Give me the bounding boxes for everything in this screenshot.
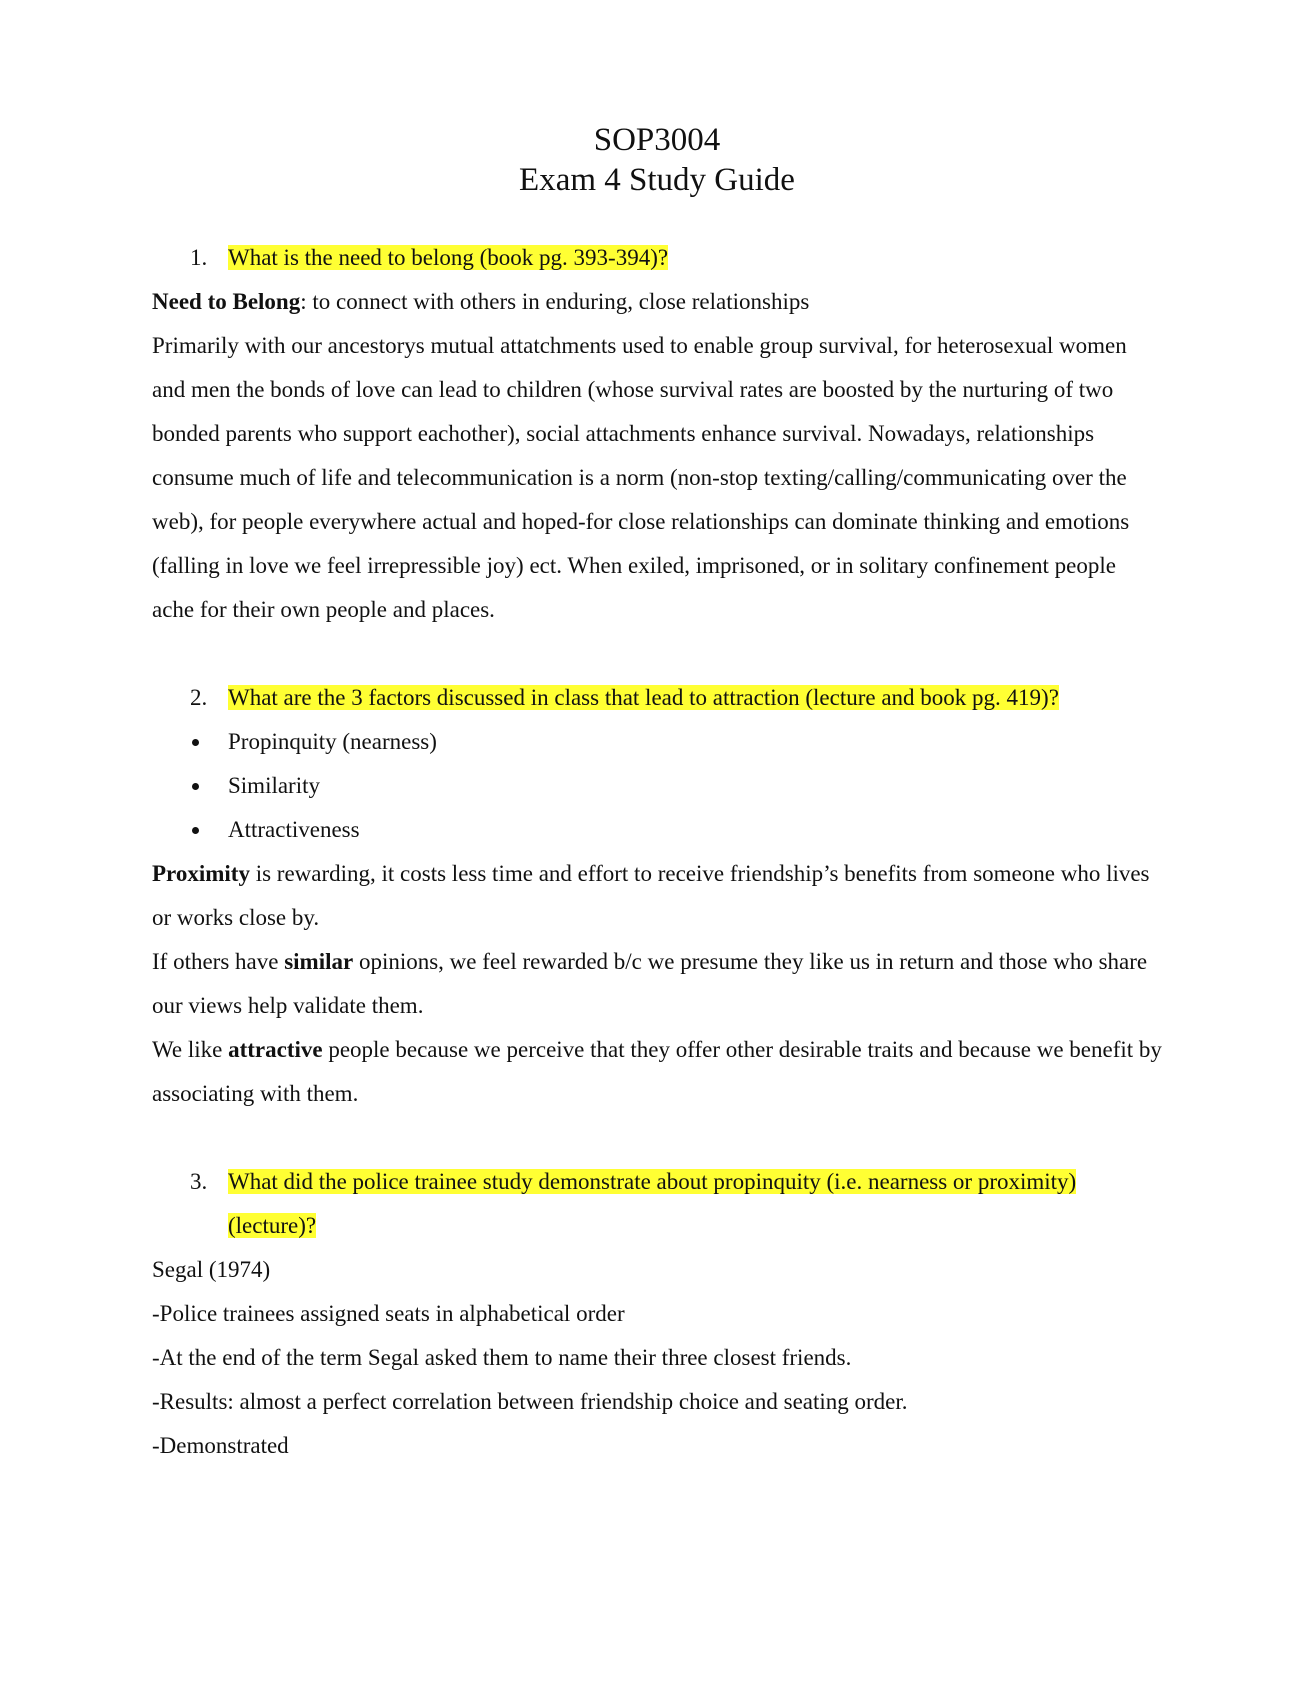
- study-line: -Results: almost a perfect correlation between friendship choice and seating order.: [152, 1389, 908, 1414]
- question-3-number: 3.: [190, 1169, 208, 1194]
- bullet-icon: [190, 764, 228, 808]
- list-item: Propinquity (nearness): [190, 720, 1162, 764]
- study-line: -At the end of the term Segal asked them to name their three closest friends.: [152, 1345, 852, 1370]
- need-to-belong-body: Primarily with our ancestorys mutual attatchments used to enable group survival, for heterosexual women and men the bonds of love can lead to children (whose survival rates are boosted by the nurturing of two bonded parents who support eachother), social attachments enhance survival. Nowadays, relationships consume much of life and telecommunication is a norm (non-stop texting/calling/communicating over the web), for people everywhere actual and hoped-for close relationships can dominate thinking and emotions (falling in love we feel irrepressible joy) ect. When exiled, imprisoned, or in solitary confinement people ache for their own people and places.: [152, 333, 1130, 622]
- document-page: [152, 120, 1162, 1468]
- attractive-term: attractive: [228, 1037, 323, 1062]
- need-to-belong-text: : to connect with others in enduring, close relationships: [300, 289, 810, 314]
- document-title: Exam 4 Study Guide: [519, 162, 795, 198]
- question-1-number: 1.: [190, 245, 208, 270]
- similarity-paragraph: If others have similar opinions, we feel rewarded b/c we presume they like us in return and those who share our views help validate them.: [152, 949, 1148, 1018]
- list-item: Similarity: [190, 764, 1162, 808]
- bullet-icon: [190, 808, 228, 852]
- list-item: Attractiveness: [190, 808, 1162, 852]
- proximity-paragraph: Proximity is rewarding, it costs less time and effort to receive friendship’s benefits from someone who lives or works close by.: [152, 861, 1150, 930]
- question-3: [190, 1160, 1162, 1248]
- question-2-number: 2.: [190, 685, 208, 710]
- question-2: [190, 676, 1162, 720]
- course-code: SOP3004: [593, 122, 721, 158]
- need-to-belong-term: Need to Belong: [152, 289, 301, 314]
- question-2-text: What are the 3 factors discussed in class that lead to attraction (lecture and book pg. 419)?: [228, 685, 1059, 710]
- attractiveness-paragraph: We like attractive people because we perceive that they offer other desirable traits and because we benefit by associating with them.: [152, 1037, 1162, 1106]
- study-line: -Demonstrated: [152, 1433, 289, 1458]
- study-line: Segal (1974): [152, 1257, 271, 1282]
- question-3-text: What did the police trainee study demonstrate about propinquity (i.e. nearness or proximity) (lecture)?: [228, 1169, 1077, 1238]
- question-1: [190, 236, 1162, 280]
- question-1-text: What is the need to belong (book pg. 393-394)?: [228, 245, 669, 270]
- document-header: [152, 120, 1162, 200]
- similar-term: similar: [284, 949, 354, 974]
- need-to-belong-definition: [152, 280, 1162, 324]
- bullet-icon: [190, 720, 228, 764]
- attraction-factors-list: [152, 720, 1162, 852]
- study-line: -Police trainees assigned seats in alphabetical order: [152, 1301, 625, 1326]
- proximity-term: Proximity: [152, 861, 250, 886]
